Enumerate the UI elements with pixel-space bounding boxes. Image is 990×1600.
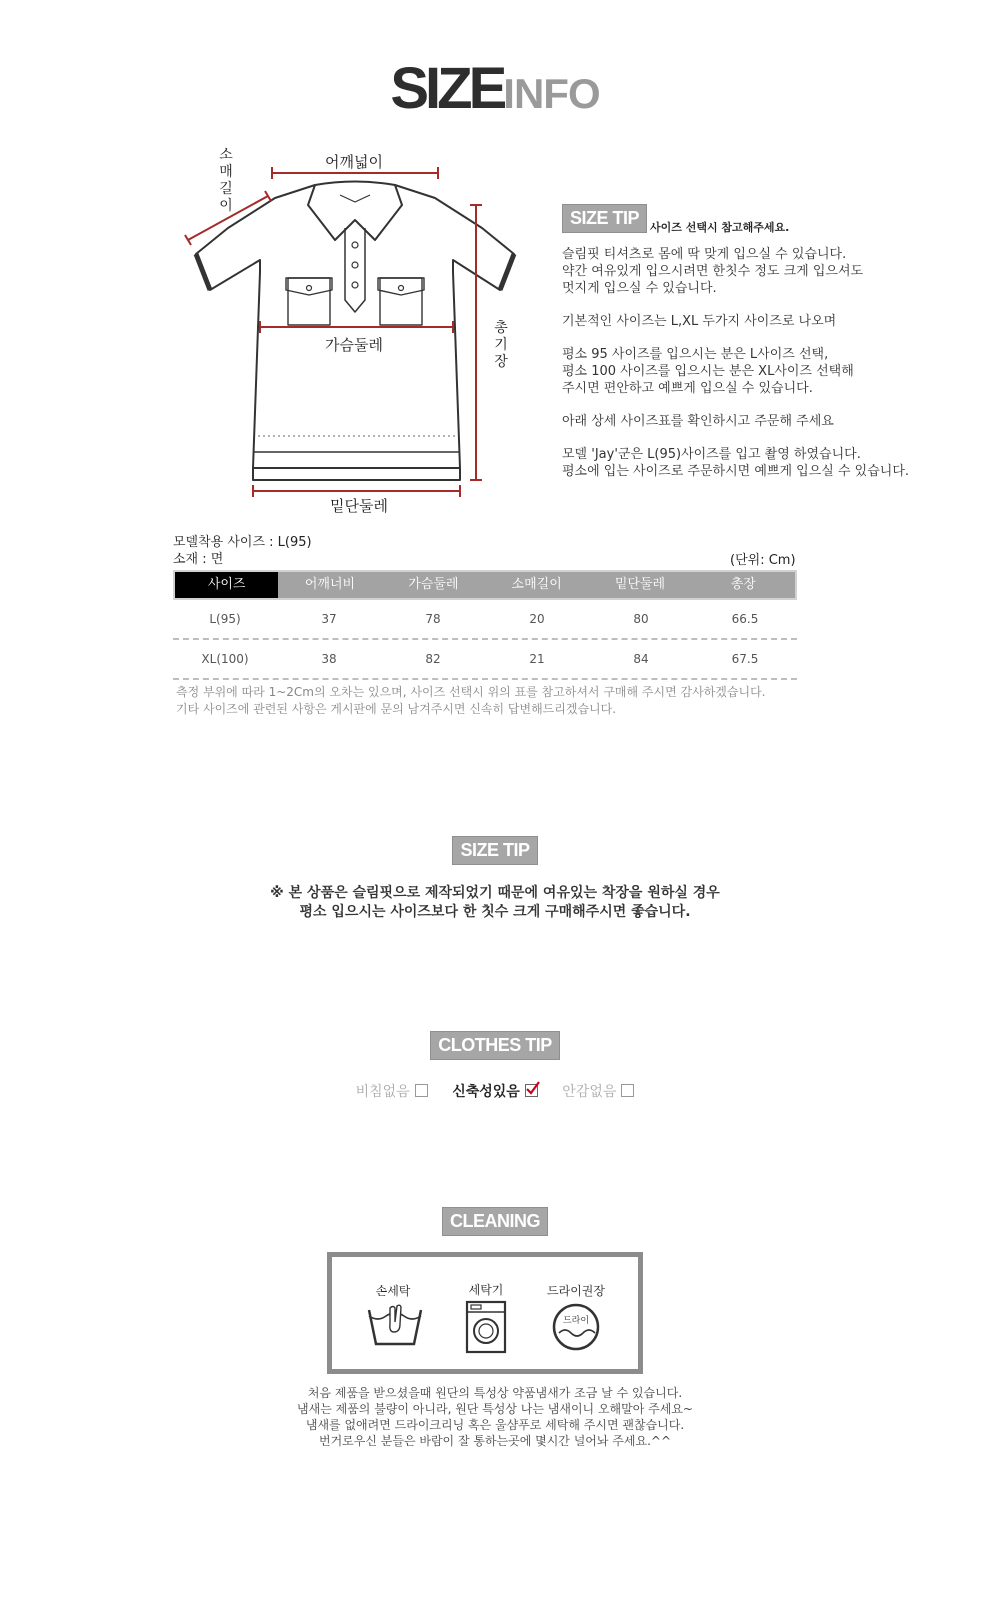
header-shoulder: 어깨너비 xyxy=(304,577,356,592)
dry-clean-label: 드라이권장 xyxy=(547,1284,605,1298)
hand-wash-icon xyxy=(366,1302,424,1350)
size-info-title xyxy=(0,55,990,122)
unit-label: (단위: Cm) xyxy=(730,553,796,568)
clothes-tip-row xyxy=(0,1081,990,1101)
shoulder-width-label: 어깨넓이 xyxy=(325,153,383,171)
cleaning-footer: 처음 제품을 받으셨을때 원단의 특성상 약품냄새가 조금 날 수 있습니다. 냄새는 제품의 불량이 아니라, 원단 특성상 나는 냄새이니 오해말아 주세요~ 냄새를 없애려면 드라이크리닝 혹은 울샴푸로 세탁해 주시면 괜찮습니다. 번거로우신 분들은 바람이 잘 통하는곳에 몇시간 널어놔 주세요.^^ xyxy=(297,1386,693,1448)
size-tip-tag: SIZE TIP xyxy=(562,204,647,233)
title-info: INFO xyxy=(503,70,600,117)
model-size: 모델착용 사이즈 : L(95) xyxy=(173,535,312,550)
title-size: SIZE xyxy=(390,56,504,121)
size-tip-text: 슬림핏 티셔츠로 몸에 딱 맞게 입으실 수 있습니다. 약간 여유있게 입으시려면 한칫수 정도 크게 입으셔도 멋지게 입으실 수 있습니다. 기본적인 사이즈는 L,XL 두가지 사이즈로 나오며 평소 95 사이즈를 입으시는 분은 L사이즈 선택, 평소 100 사이즈를 입으시는 분은 XL사이즈 선택해 주시면 편안하고 예쁘게 입으실 수 있습니다. 아래 상세 사이즈표를 확인하시고 주문해 주세요 모델 'Jay'군은 L(95)사이즈를 입고 촬영 하였습니다. 평소에 입는 사이즈로 주문하시면 예쁘게 입으실 수 있습니다. xyxy=(562,247,910,479)
checkbox-checked-icon xyxy=(525,1084,538,1097)
sleeve-length-label: 소 매 길 이 xyxy=(219,147,233,214)
size-tip2-text: ※ 본 상품은 슬림핏으로 제작되었기 때문에 여유있는 착장을 원하실 경우 평소 입으시는 사이즈보다 한 칫수 크게 구매해주시면 좋습니다. xyxy=(270,885,720,920)
dry-clean-inner-text: 드라이 xyxy=(562,1316,590,1326)
header-hem: 밑단둘레 xyxy=(614,577,666,592)
header-size: 사이즈 xyxy=(175,572,278,598)
table-row: L(95) 37 78 20 80 66.5 xyxy=(173,600,797,640)
chest-label: 가슴둘레 xyxy=(325,336,383,354)
cleaning-section xyxy=(0,1207,990,1236)
washing-machine-icon xyxy=(465,1300,507,1354)
size-tip2-section xyxy=(0,836,990,865)
hem-label: 밑단둘레 xyxy=(330,497,388,515)
size-tip-note: 사이즈 선택시 참고해주세요. xyxy=(650,221,790,234)
size-tip2-tag: SIZE TIP xyxy=(452,836,537,865)
size-table xyxy=(173,570,797,680)
tip-transparency: 비침없음 xyxy=(356,1081,428,1101)
cleaning-tag: CLEANING xyxy=(442,1207,548,1236)
total-length-label: 총 기 장 xyxy=(494,320,508,370)
table-header xyxy=(173,570,797,600)
checkbox-empty-icon xyxy=(621,1084,634,1097)
checkbox-empty-icon xyxy=(415,1084,428,1097)
material: 소재 : 면 xyxy=(173,552,224,567)
washing-machine-label: 세탁기 xyxy=(468,1283,504,1297)
header-sleeve: 소매길이 xyxy=(511,577,562,592)
model-meta xyxy=(173,534,312,568)
table-notes: 측정 부위에 따라 1~2Cm의 오차는 있으며, 사이즈 선택시 위의 표를 참고하셔서 구매해 주시면 감사하겠습니다. 기타 사이즈에 관련된 사항은 게시판에 문의 남겨주시면 신속히 답변해드리겠습니다. xyxy=(176,685,766,716)
clothes-tip-tag: CLOTHES TIP xyxy=(430,1031,560,1060)
table-row: XL(100) 38 82 21 84 67.5 xyxy=(173,640,797,680)
header-chest: 가슴둘레 xyxy=(408,577,459,592)
tip-stretch: 신축성있음 xyxy=(452,1081,538,1101)
tip-lining: 안감없음 xyxy=(562,1081,634,1101)
clothes-tip-section xyxy=(0,1031,990,1060)
hand-wash-label: 손세탁 xyxy=(375,1284,411,1298)
header-length: 총장 xyxy=(730,577,756,592)
dry-clean-icon xyxy=(551,1303,601,1351)
